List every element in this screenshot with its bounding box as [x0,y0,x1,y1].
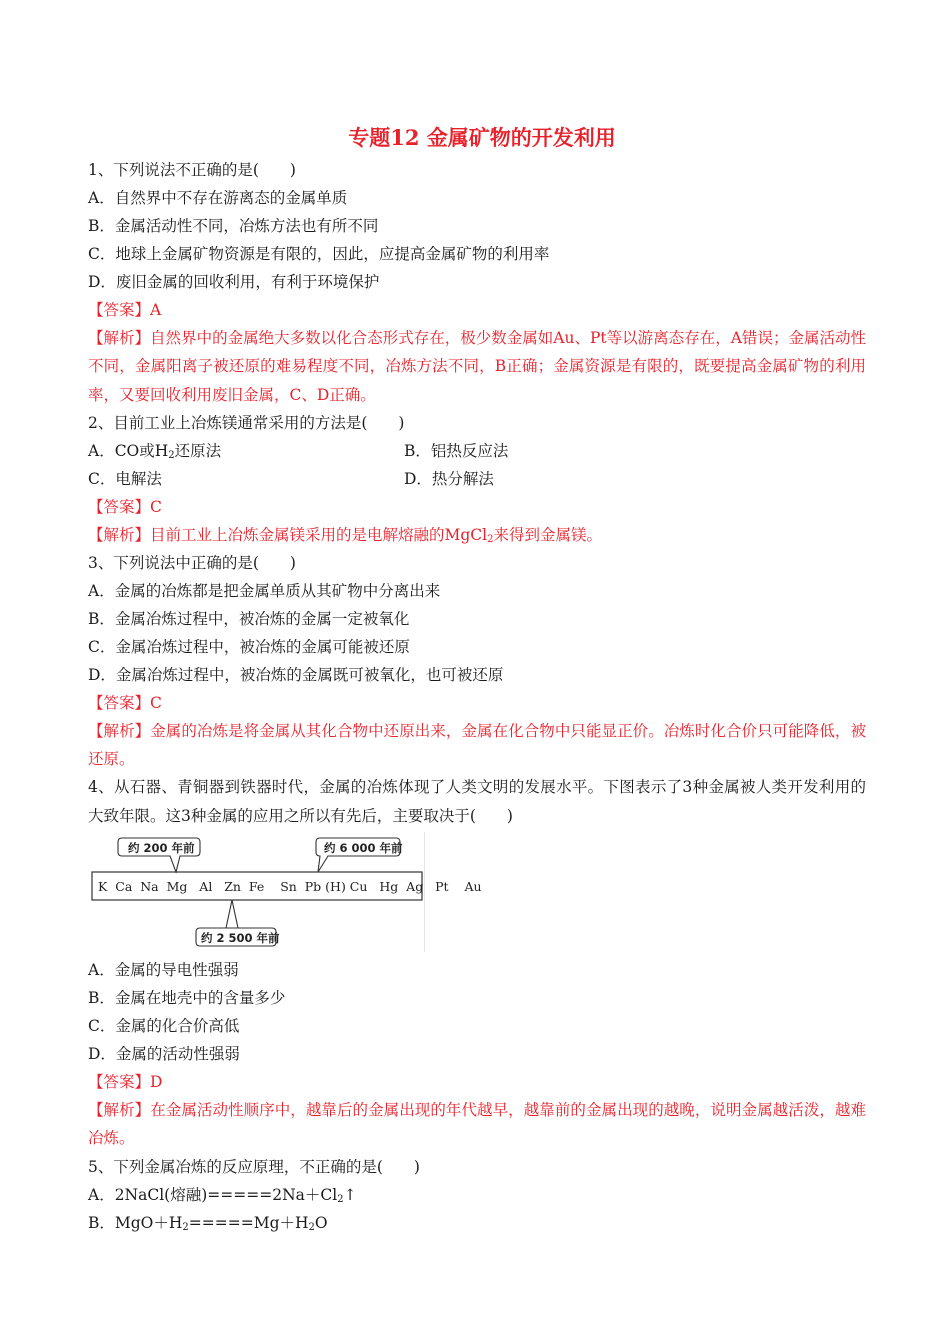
question-stem: 1、下列说法不正确的是( ) [88,161,296,179]
answer-line [88,689,866,717]
answer-label: 【答案】 [88,301,151,319]
page-title: 专题12 金属矿物的开发利用 [348,125,616,150]
answer-line [88,296,866,324]
option-c: C．电解法 [88,469,162,488]
question-stem: 3、下列说法中正确的是( ) [88,553,296,572]
option-d: D．金属冶炼过程中，被冶炼的金属既可被氧化，也可被还原 [88,665,504,684]
answer-value: D [150,1073,163,1092]
option-a: A．金属的导电性强弱 [88,961,239,980]
option-a: A．CO或$H_2$还原法 [88,441,222,461]
explanation [88,1096,866,1153]
answer-value: C [150,693,162,712]
option-b: B．$MgO+H_2=====Mg+H_2O$ [88,1213,328,1233]
option-b: B．金属活动性不同，冶炼方法也有所不同 [88,217,379,235]
answer-value: A [150,301,162,319]
answer-label: 【答案】 [88,1073,151,1092]
explanation-label: 【解析】 [88,721,151,740]
answer-label: 【答案】 [88,693,151,712]
explanation-label: 【解析】 [88,329,151,347]
explanation-text: 在金属活动性顺序中，越靠后的金属出现的年代越早，越靠前的金属出现的越晚，说明金属越活泼，越难冶炼。 [88,1101,866,1148]
option-b: B．铝热反应法 [404,441,509,460]
option-d: D．废旧金属的回收利用，有利于环境保护 [88,273,380,291]
metal-activity-svg [88,832,482,952]
explanation-text: 自然界中的金属绝大多数以化合态形式存在，极少数金属如Au、Pt等以游离态存在，A错误；金属活动性不同，金属阳离子被还原的难易程度不同，冶炼方法不同，B正确；金属资源是有限的，既要提高金属矿物的利用率，又要回收利用废旧金属，C、D正确。 [88,329,866,404]
explanation: 【解析】目前工业上冶炼金属镁采用的是电解熔融的MgCl$_2$来得到金属镁。 [88,525,603,545]
question-3 [88,549,866,774]
option-c: C．金属的化合价高低 [88,1017,240,1036]
metal-activity-diagram [88,832,482,952]
option-c: C．地球上金属矿物资源是有限的，因此，应提高金属矿物的利用率 [88,245,550,263]
option-b: B．金属在地壳中的含量多少 [88,989,286,1008]
explanation-text: 金属的冶炼是将金属从其化合物中还原出来，金属在化合物中只能显正价。冶炼时化合价只可能降低，被还原。 [88,721,866,769]
question-2 [88,409,866,549]
metal-series-text: K Ca Na Mg Al Zn Fe Sn Pb (H) Cu Hg Ag Pt Au [98,879,482,895]
answer-value: C [150,497,162,516]
answer-label: 【答案】 [88,497,151,516]
question-stem: 5、下列金属冶炼的反应原理，不正确的是( ) [88,1157,420,1176]
explanation [88,324,866,409]
option-c: C．金属冶炼过程中，被冶炼的金属可能被还原 [88,637,410,656]
callout-200-text: 约 200 年前 [128,841,195,856]
option-d: D．金属的活动性强弱 [88,1045,240,1064]
question-1 [88,156,866,409]
explanation-label: 【解析】 [88,525,151,544]
callout-2500-text: 约 2 500 年前 [201,931,280,946]
question-4 [88,773,866,1152]
question-stem: 4、从石器、青铜器到铁器时代，金属的冶炼体现了人类文明的发展水平。下图表示了3种金属被人类开发利用的大致年限。这3种金属的应用之所以有先后，主要取决于( ) [88,778,866,825]
explanation-label: 【解析】 [88,1101,151,1120]
option-a: A．2NaCl(熔融)$=====2Na+Cl_2↑$ [88,1185,357,1205]
answer-line [88,1068,866,1096]
options-row-1 [88,437,866,465]
option-b: B．金属冶炼过程中，被冶炼的金属一定被氧化 [88,609,410,628]
option-a: A．自然界中不存在游离态的金属单质 [88,189,348,207]
explanation [88,717,866,774]
options-row-2 [88,465,866,493]
document-page [88,120,866,1237]
option-a: A．金属的冶炼都是把金属单质从其矿物中分离出来 [88,581,441,600]
question-stem: 2、目前工业上冶炼镁通常采用的方法是( ) [88,413,405,432]
callout-6000-text: 约 6 000 年前 [324,841,403,856]
answer-line [88,493,866,521]
option-d: D．热分解法 [404,469,494,488]
question-5 [88,1153,866,1237]
